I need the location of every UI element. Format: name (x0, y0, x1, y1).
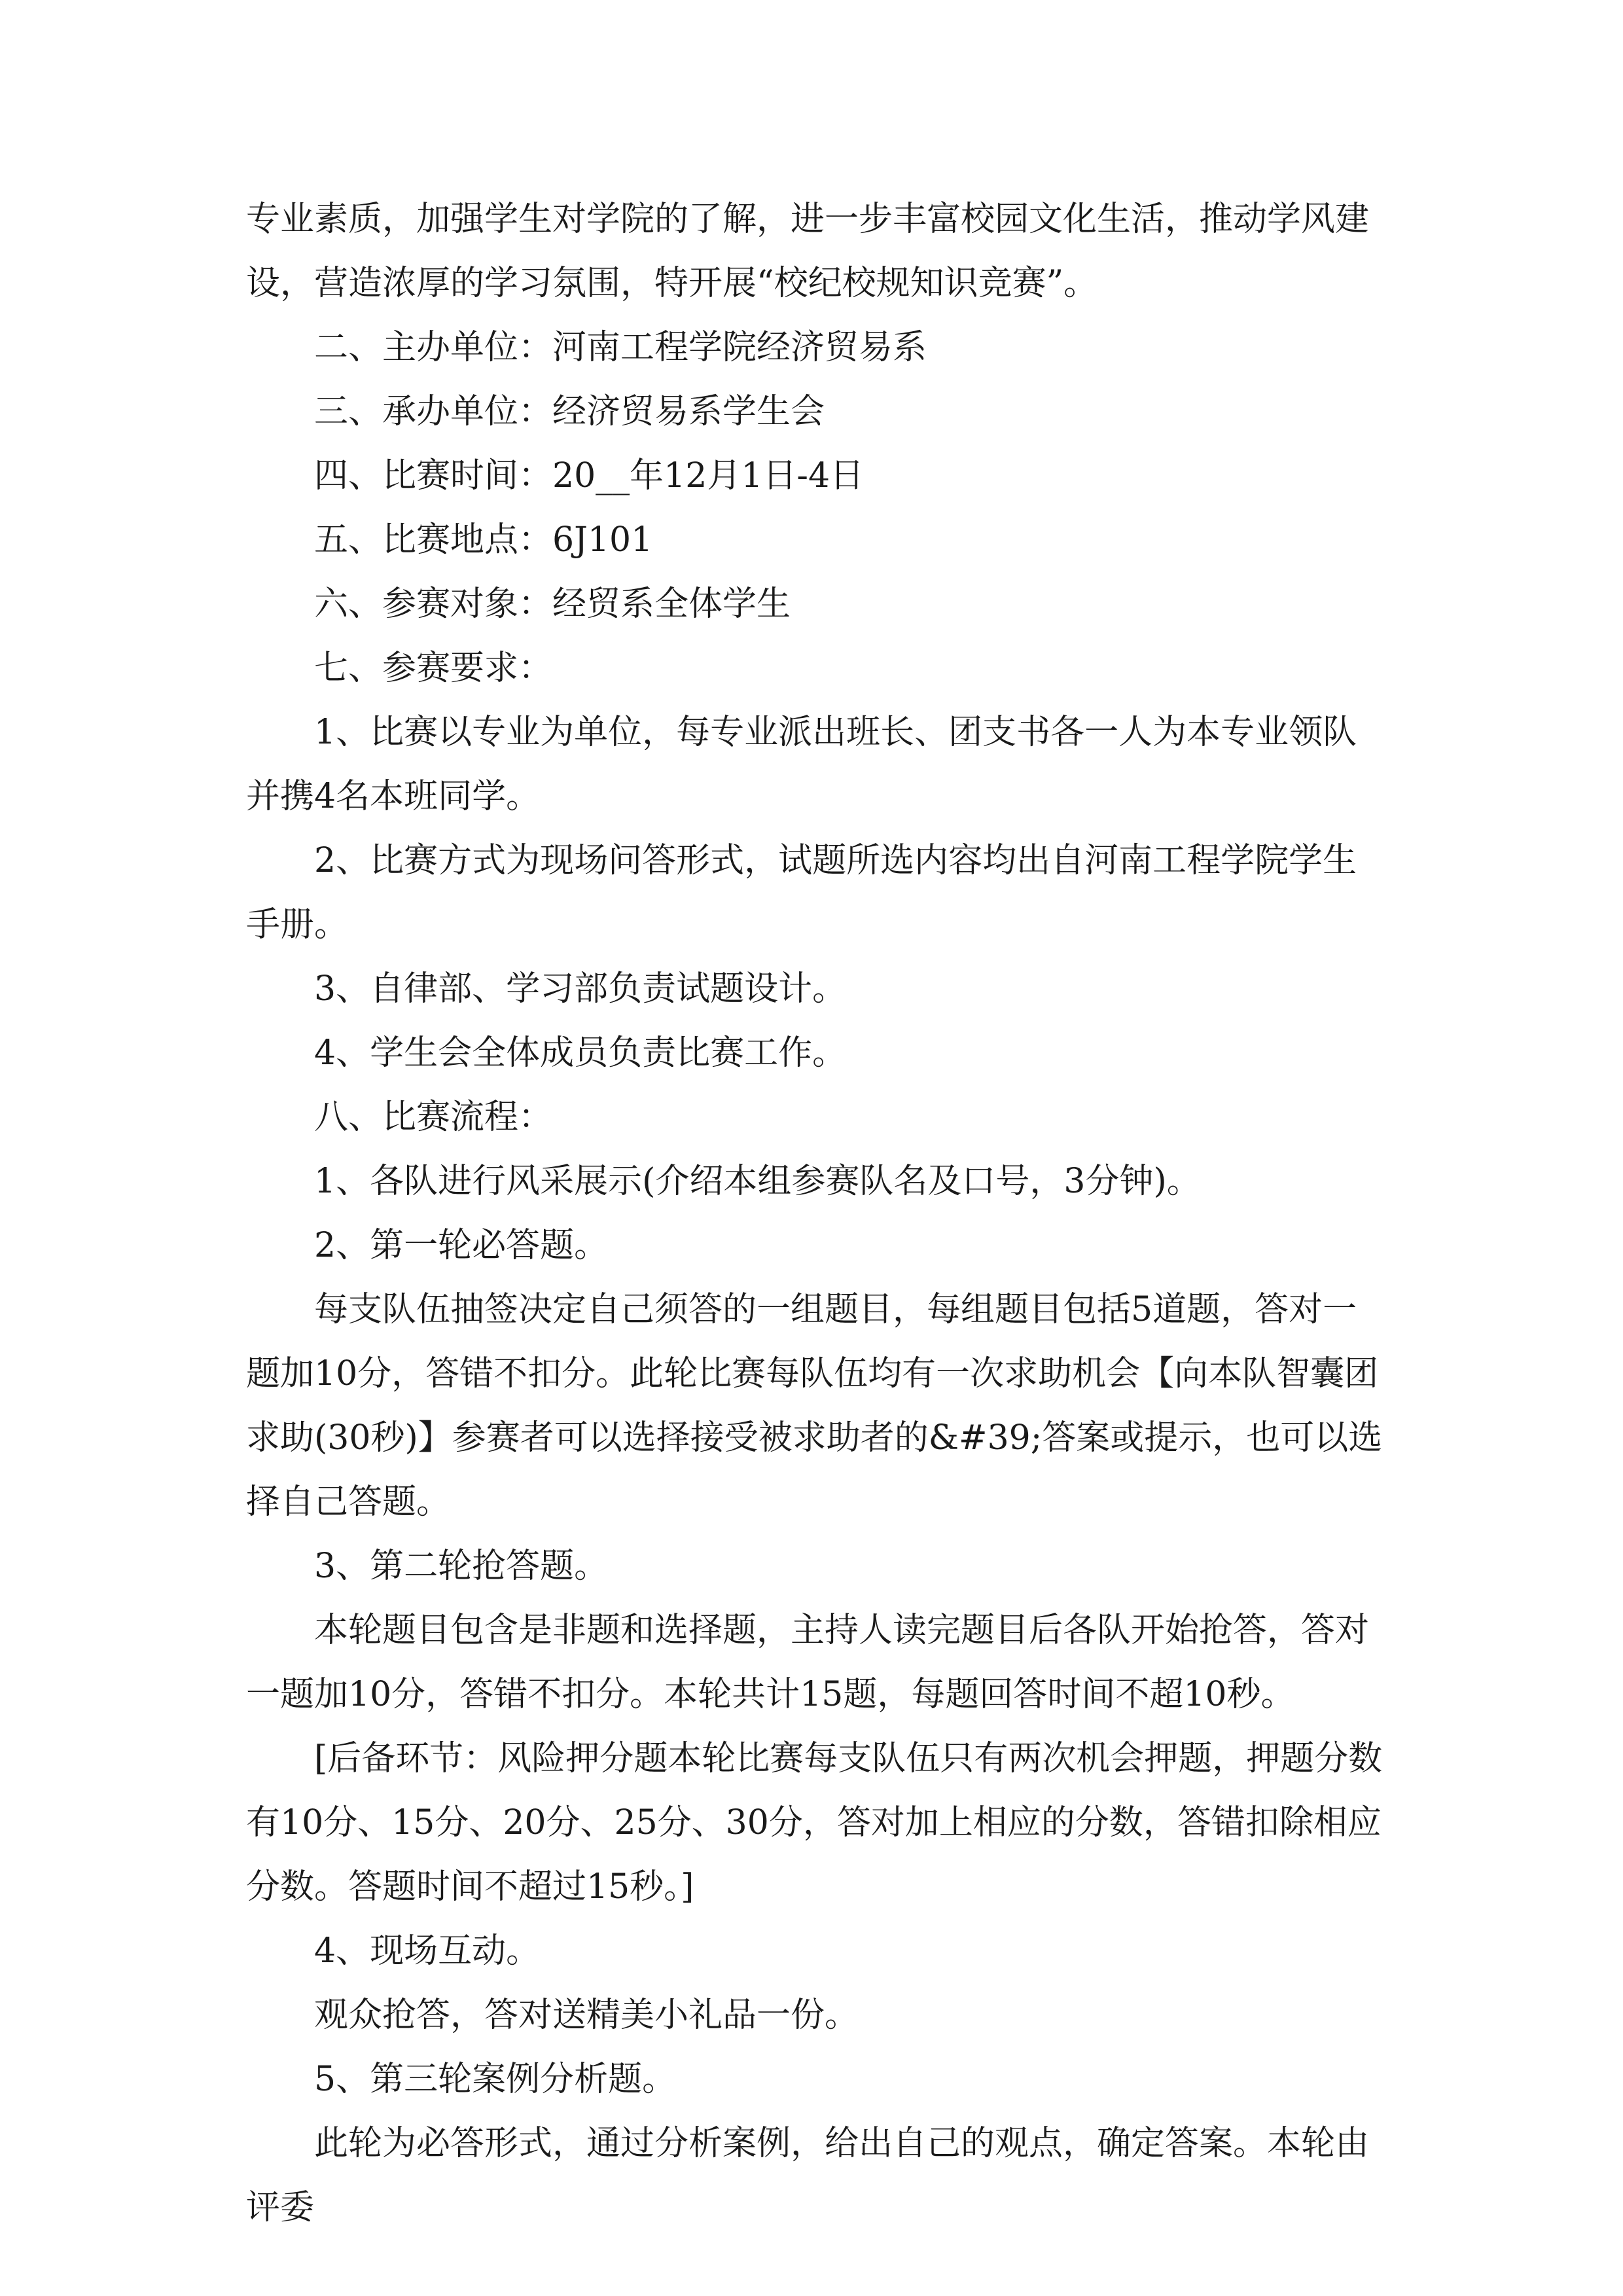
paragraph-participants: 六、参赛对象：经贸系全体学生 (314, 584, 791, 624)
paragraph-round-1-rules: 每支队伍抽签决定自己须答的一组题目，每组题目包括5道题，答对一题加10分，答错不扣分。此轮比赛每队伍均有一次求助机会【向本队智囊团求助(30秒)】参赛者可以选择接受被求助者的&#39;答案或提示，也可以选择自己答题。 (246, 1290, 1383, 1522)
paragraph-process-1: 1、各队进行风采展示(介绍本组参赛队名及口号，3分钟)。 (314, 1162, 1201, 1201)
document-body (246, 187, 1385, 2240)
paragraph-backup-round: [后备环节：风险押分题本轮比赛每支队伍只有两次机会押题，押题分数有10分、15分、20分、25分、30分，答对加上相应的分数，答错扣除相应分数。答题时间不超过15秒。] (246, 1739, 1383, 1907)
paragraph-requirement-4: 4、学生会全体成员负责比赛工作。 (314, 1033, 847, 1073)
paragraph-requirement-3: 3、自律部、学习部负责试题设计。 (314, 969, 847, 1009)
paragraph-requirement-1: 1、比赛以专业为单位，每专业派出班长、团支书各一人为本专业领队并携4名本班同学。 (246, 713, 1357, 816)
paragraph-organizer: 二、主办单位：河南工程学院经济贸易系 (314, 328, 927, 367)
paragraph-intro-continued: 专业素质，加强学生对学院的了解，进一步丰富校园文化生活，推动学风建设，营造浓厚的学习氛围，特开展“校纪校规知识竞赛”。 (246, 200, 1370, 303)
paragraph-round-2-rules: 本轮题目包含是非题和选择题，主持人读完题目后各队开始抢答，答对一题加10分，答错不扣分。本轮共计15题，每题回答时间不超10秒。 (246, 1611, 1370, 1714)
paragraph-process-2: 2、第一轮必答题。 (314, 1226, 609, 1265)
paragraph-round-3-rules: 此轮为必答形式，通过分析案例，给出自己的观点，确定答案。本轮由评委 (246, 2124, 1370, 2227)
paragraph-process-heading: 八、比赛流程： (314, 1098, 553, 1137)
paragraph-requirements-heading: 七、参赛要求： (314, 649, 553, 688)
paragraph-process-4: 4、现场互动。 (314, 1931, 541, 1971)
paragraph-process-3: 3、第二轮抢答题。 (314, 1547, 609, 1586)
paragraph-audience-rules: 观众抢答，答对送精美小礼品一份。 (314, 1996, 859, 2035)
paragraph-location: 五、比赛地点：6J101 (314, 520, 653, 560)
paragraph-host: 三、承办单位：经济贸易系学生会 (314, 392, 825, 431)
paragraph-time: 四、比赛时间：20__年12月1日-4日 (314, 456, 865, 495)
paragraph-requirement-2: 2、比赛方式为现场问答形式，试题所选内容均出自河南工程学院学生手册。 (246, 841, 1357, 944)
paragraph-process-5: 5、第三轮案例分析题。 (314, 2060, 677, 2099)
